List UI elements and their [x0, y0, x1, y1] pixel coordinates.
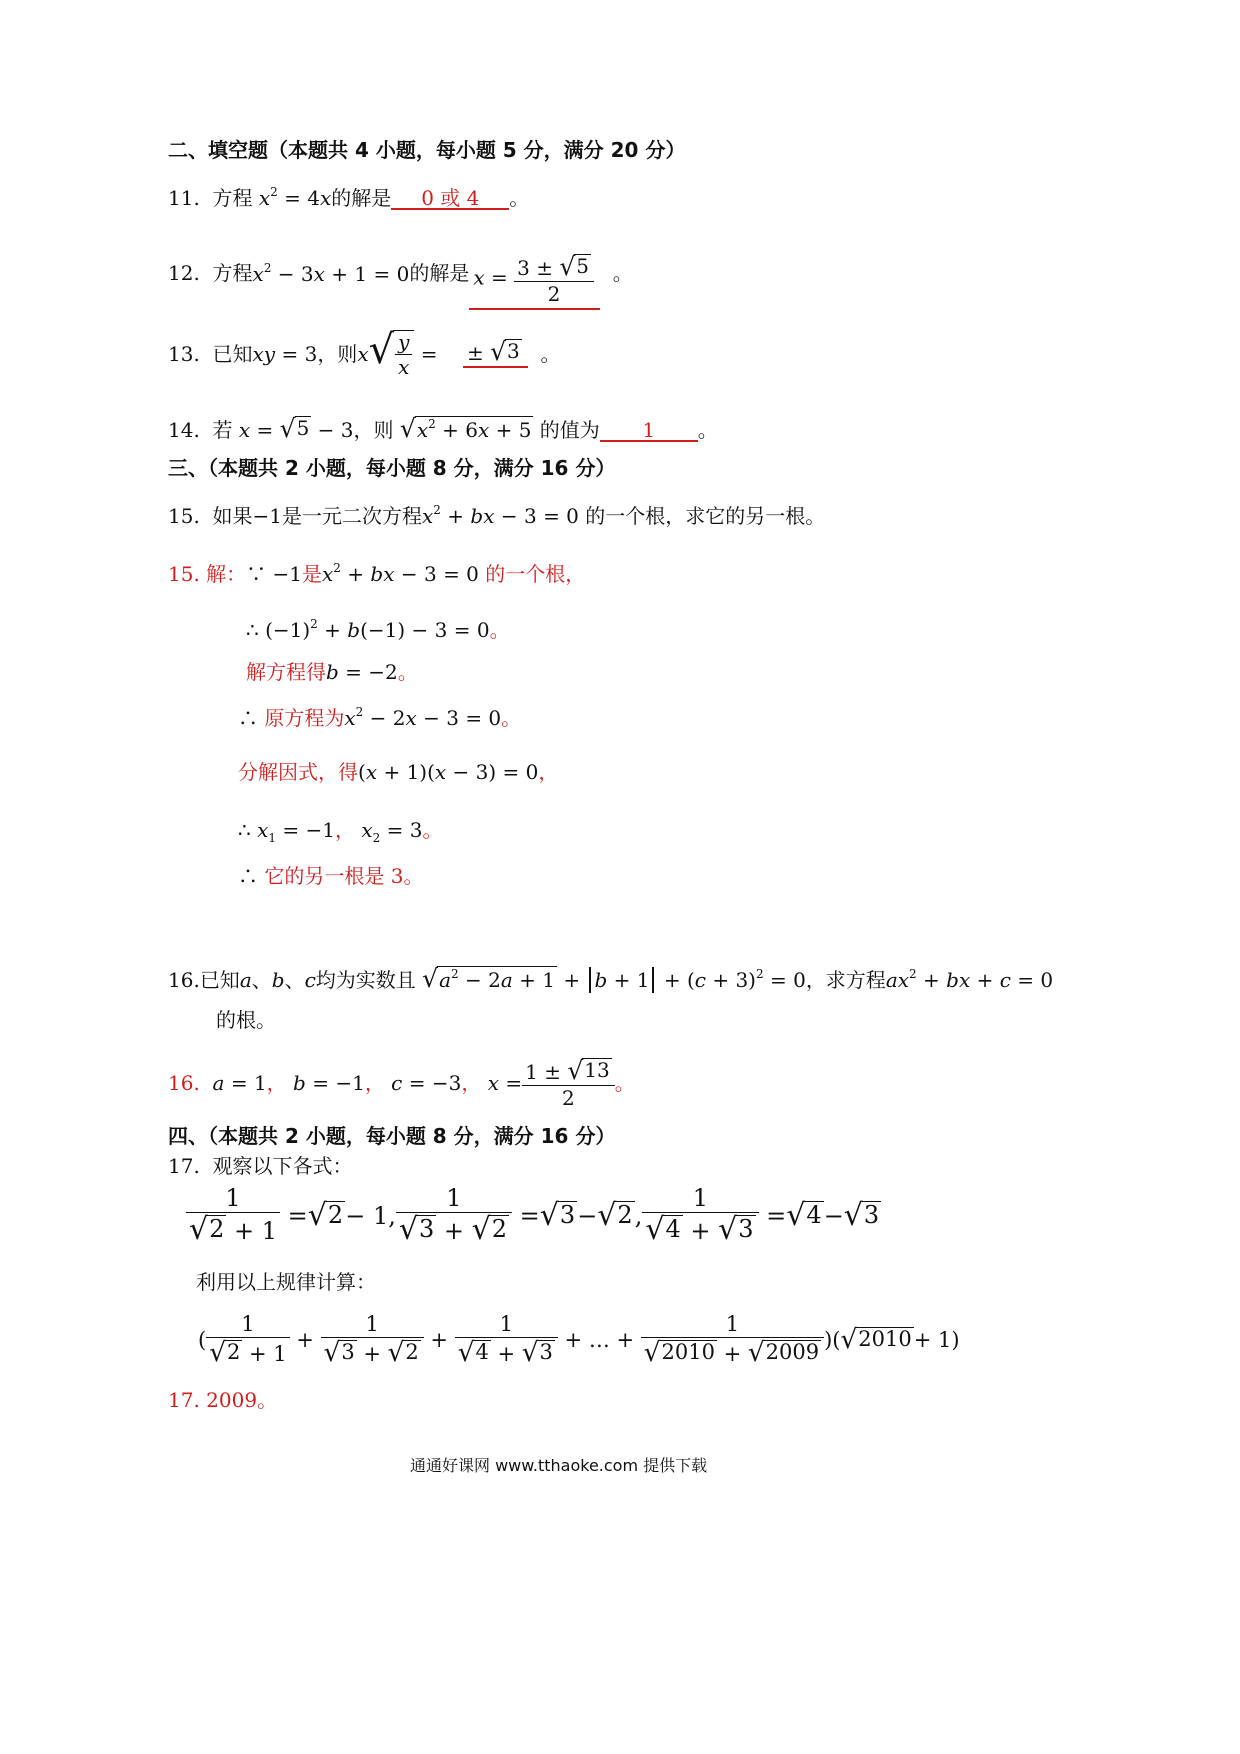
question-17-instruction: 利用以上规律计算：: [196, 1270, 376, 1294]
question-16: 16.已知a、b、c均为实数且 √ $a^2 - 2a + 1$ + $b + 1 + (c + 3)^2 = 0$，求方程$ax^2$ + bx + c = 0: [168, 964, 1054, 993]
solution-15-line-2: ∴ $(-1)^2 + b(-1) - 3 = 0$。: [246, 617, 510, 642]
section-heading-4: 四、（本题共 2 小题，每小题 8 分，满分 16 分）: [168, 1124, 616, 1148]
answer-blank-11: 0 或 4: [391, 188, 509, 210]
section-heading-3: 三、（本题共 2 小题，每小题 8 分，满分 16 分）: [168, 456, 616, 480]
solution-15-line-4: ∴ 原方程为$x^2 - 2x - 3 = 0$。: [238, 705, 522, 730]
question-17-pattern: 1 √ 2 + 1 = √ 2 − 1, 1 √ 3 + √ 2 = √ 3 − √ 2 , 1 √ 4 + √ 3 = √ 4 − √ 3: [186, 1186, 881, 1245]
answer-16: 16. a = 1 ， b = −1 ， c = −3 ， x = 1 ± √ 13 2 。: [168, 1056, 635, 1110]
question-16-line-2: 的根。: [216, 1008, 276, 1032]
question-13: 13. 已知 xy = 3 ，则 x √ $\frac{y}{x}$ = ± √ 3 。: [168, 327, 561, 379]
solution-15-line-3: 解方程得b = −2。: [246, 660, 418, 684]
solution-15-line-6: ∴ $x_1 = -1$， $x_2 = 3$。: [238, 818, 443, 845]
question-15: 15. 如果−1是一元二次方程$x^2$ + bx − 3 = 0 的一个根，求它的另一根。: [168, 503, 826, 528]
section-heading-fill-in: 二、填空题（本题共 4 小题，每小题 5 分，满分 20 分）: [168, 138, 686, 162]
solution-15-line-1: 15. 解：∵ −1是$x^2$ + bx − 3 = 0 的一个根，: [168, 561, 586, 586]
question-17-expression: ( 1 √ 2 + 1 + 1 √ 3 + √ 2 + 1 √ 4 + √ 3 + … + 1 √ 2010 + √ 2009 )( √ 2010 + 1): [198, 1312, 960, 1368]
answer-blank-14: 1: [600, 420, 698, 442]
question-11: 11. 方程 $x^2 = 4x$的解是 0 或 4 。: [168, 185, 530, 210]
question-17: 17. 观察以下各式：: [168, 1154, 353, 1178]
question-14: 14. 若 x = √ 5 − 3，则 √ $x^2 + 6x + 5$ 的值为 1 。: [168, 414, 718, 443]
solution-15-line-7: ∴ 它的另一根是 3。: [238, 864, 424, 888]
solution-15-line-5: 分解因式，得(x + 1)(x − 3) = 0，: [238, 760, 559, 784]
answer-17: 17. 2009。: [168, 1388, 278, 1412]
footer-source: 通通好课网 www.tthaoke.com 提供下载: [410, 1456, 708, 1475]
question-12: 12. 方程 $x^2 - 3x + 1 = 0$ 的解是 x = 3 ± √ 5 2 。: [168, 236, 633, 310]
